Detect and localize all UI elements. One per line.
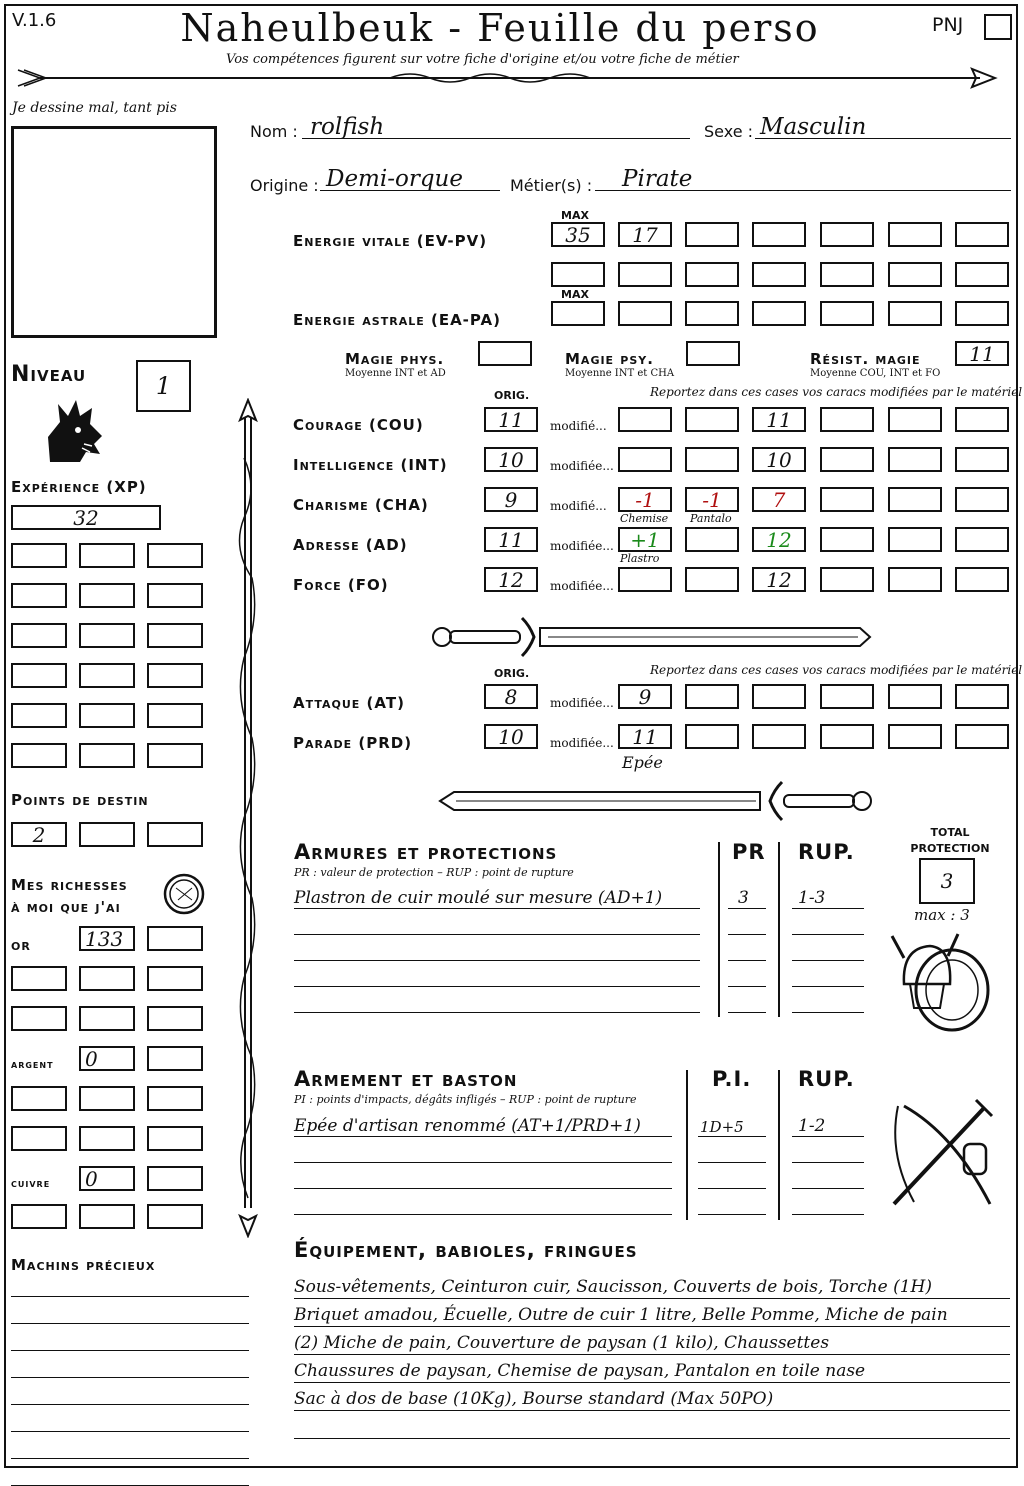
combat-mod-box[interactable] [685, 684, 739, 709]
money-box[interactable] [147, 926, 203, 951]
carac-mod-box[interactable]: -1 [618, 487, 672, 512]
weapon-note: Epée [622, 753, 663, 772]
weapon-line[interactable] [294, 1162, 672, 1163]
portrait-frame[interactable] [11, 126, 217, 338]
ev-box[interactable] [820, 222, 874, 247]
carac-mod-box[interactable] [955, 447, 1009, 472]
sexe-value[interactable]: Masculin [760, 114, 867, 140]
carac-mod-box[interactable] [618, 407, 672, 432]
sexe-label: Sexe : [704, 122, 754, 141]
xp-box[interactable] [147, 663, 203, 688]
carac-mod-label: modifiée... [550, 579, 614, 593]
combat-mod-box[interactable] [820, 684, 874, 709]
armure-rup-line[interactable] [792, 908, 864, 909]
subtitle: Vos compétences figurent sur votre fiche d'origine et/ou votre fiche de métier [226, 52, 739, 67]
weapon-line[interactable] [294, 1136, 672, 1137]
armement-divider-1 [686, 1070, 688, 1220]
ea-box[interactable] [820, 301, 874, 326]
combat-mod-box[interactable] [752, 724, 806, 749]
combat-mod-box[interactable] [888, 724, 942, 749]
destin-box-2[interactable] [79, 822, 135, 847]
weapon-line[interactable] [294, 1188, 672, 1189]
money-box[interactable] [11, 1006, 67, 1031]
pr-header: PR [732, 840, 766, 864]
carac-mod-label: modifié... [550, 419, 607, 433]
ev-box[interactable] [888, 222, 942, 247]
machins-line[interactable] [11, 1296, 249, 1297]
equipement-text: (2) Miche de pain, Couverture de paysan (1 kilo), Chaussettes [294, 1333, 830, 1353]
carac-orig-box[interactable]: 12 [484, 567, 538, 592]
page-title: Naheulbeuk - Feuille du perso [180, 6, 820, 50]
combat-orig-box[interactable]: 8 [484, 684, 538, 709]
carac-mod-box[interactable] [618, 567, 672, 592]
armement-divider-2 [778, 1070, 780, 1220]
carac-note: Reportez dans ces cases vos caracs modifiées par le matériel [650, 385, 1023, 399]
carac-mod-box[interactable]: -1 [685, 487, 739, 512]
armure-line[interactable] [294, 908, 700, 909]
equipement-line[interactable] [294, 1298, 1010, 1299]
carac-mod-label: modifiée... [550, 539, 614, 553]
carac-label: Charisme (CHA) [293, 496, 429, 514]
carac-label: Adresse (AD) [293, 536, 408, 554]
carac-mod-box[interactable] [685, 447, 739, 472]
combat-mod-box[interactable] [820, 724, 874, 749]
machins-line[interactable] [11, 1323, 249, 1324]
money-box[interactable] [11, 1086, 67, 1111]
dragon-icon [40, 392, 110, 466]
equipement-line[interactable] [294, 1438, 1010, 1439]
total-protection-max: max : 3 [914, 906, 970, 924]
xp-box[interactable] [147, 543, 203, 568]
combat-mod-label: modifiée... [550, 696, 614, 710]
ev-label: Energie vitale (EV-PV) [293, 232, 488, 250]
richesses-label-2: à moi que j'ai [11, 898, 121, 916]
niveau-label: Niveau [11, 362, 87, 387]
weapon-name: Epée d'artisan renommé (AT+1/PRD+1) [294, 1116, 641, 1136]
coin-icon [162, 872, 206, 916]
carac-orig-label: ORIG. [494, 389, 530, 402]
total-protection-label-1: TOTAL [930, 826, 970, 839]
carac-mod-box[interactable]: 10 [752, 447, 806, 472]
armement-note: PI : points d'impacts, dégâts infligés – RUP : point de rupture [294, 1093, 637, 1106]
combat-label: Attaque (AT) [293, 694, 405, 712]
money-box[interactable] [147, 966, 203, 991]
combat-mod-box[interactable] [752, 684, 806, 709]
ea-box[interactable] [955, 301, 1009, 326]
carac-mod-box[interactable] [685, 407, 739, 432]
money-box[interactable] [79, 966, 135, 991]
armement-title: Armement et baston [294, 1067, 518, 1091]
armures-divider-1 [718, 842, 720, 1017]
carac-mod-box[interactable] [820, 527, 874, 552]
carac-orig-box[interactable]: 11 [484, 407, 538, 432]
version-label: V.1.6 [12, 10, 57, 31]
weapon-rup-line[interactable] [792, 1162, 864, 1163]
ev-box[interactable] [752, 222, 806, 247]
money-box[interactable] [11, 966, 67, 991]
xp-box[interactable] [147, 583, 203, 608]
machins-line[interactable] [11, 1458, 249, 1459]
equipement-title: Équipement, babioles, fringues [294, 1238, 638, 1262]
armure-line[interactable] [294, 1012, 700, 1013]
sword-icon-2 [430, 780, 874, 822]
combat-orig-box[interactable]: 10 [484, 724, 538, 749]
armure-pr: 3 [738, 888, 749, 908]
equipement-line[interactable] [294, 1410, 1010, 1411]
carac-mod-box[interactable] [888, 567, 942, 592]
money-box[interactable] [79, 1086, 135, 1111]
richesses-label-1: Mes richesses [11, 876, 128, 894]
weapon-pi-line[interactable] [698, 1136, 766, 1137]
carac-mod-box[interactable]: 11 [752, 407, 806, 432]
ea-box[interactable] [551, 301, 605, 326]
carac-mod-box[interactable] [618, 447, 672, 472]
ea-box[interactable] [685, 301, 739, 326]
ea-box[interactable] [618, 301, 672, 326]
ea-max-label: MAX [561, 288, 589, 301]
armure-pr-line[interactable] [728, 960, 766, 961]
machins-label: Machins précieux [11, 1256, 156, 1274]
carac-mod-box[interactable]: +1 [618, 527, 672, 552]
magie-phys-note: Moyenne INT et AD [345, 368, 446, 379]
machins-line[interactable] [11, 1404, 249, 1405]
carac-mod-box[interactable] [820, 487, 874, 512]
combat-mod-box[interactable] [685, 724, 739, 749]
carac-mod-box[interactable]: 12 [752, 567, 806, 592]
armure-pr-line[interactable] [728, 934, 766, 935]
armure-rup-line[interactable] [792, 986, 864, 987]
combat-label: Parade (PRD) [293, 734, 413, 752]
weapon-rup-line[interactable] [792, 1136, 864, 1137]
ev-box[interactable] [618, 262, 672, 287]
armure-pr-line[interactable] [728, 986, 766, 987]
money-box[interactable] [79, 1126, 135, 1151]
ev-box[interactable] [888, 262, 942, 287]
armures-divider-2 [778, 842, 780, 1017]
arrow-divider-icon [10, 66, 1010, 90]
nom-label: Nom : [250, 122, 298, 141]
rup-header-armement: RUP. [798, 1067, 855, 1091]
carac-mod-box[interactable] [820, 407, 874, 432]
money-box[interactable]: 0 [79, 1046, 135, 1071]
staff-icon [230, 398, 266, 1238]
carac-orig-box[interactable]: 11 [484, 527, 538, 552]
equipement-text: Briquet amadou, Écuelle, Outre de cuir 1 litre, Belle Pomme, Miche de pain [294, 1305, 948, 1325]
ev-box[interactable] [685, 222, 739, 247]
money-box[interactable]: 0 [79, 1166, 135, 1191]
carac-mod-box[interactable] [888, 527, 942, 552]
carac-mod-box[interactable] [685, 527, 739, 552]
ev-box[interactable] [685, 262, 739, 287]
armures-title: Armures et protections [294, 840, 558, 864]
armure-pr-line[interactable] [728, 908, 766, 909]
ev-max-label: MAX [561, 209, 589, 222]
sword-icon [430, 616, 874, 658]
carac-mod-box[interactable] [820, 567, 874, 592]
equipement-text: Sous-vêtements, Ceinturon cuir, Saucisson, Couverts de bois, Torche (1H) [294, 1277, 932, 1297]
xp-box[interactable] [11, 623, 67, 648]
ea-box[interactable] [888, 301, 942, 326]
pnj-label: PNJ [932, 14, 964, 36]
money-box[interactable] [11, 1126, 67, 1151]
carac-mod-label: modifié... [550, 499, 607, 513]
niveau-box[interactable]: 1 [136, 360, 191, 412]
carac-item-note: Pantalo [690, 512, 732, 525]
armure-name: Plastron de cuir moulé sur mesure (AD+1) [294, 888, 663, 908]
money-box[interactable] [147, 1204, 203, 1229]
weapon-line[interactable] [294, 1214, 672, 1215]
ev-box[interactable]: 35 [551, 222, 605, 247]
weapons-icon [884, 1094, 1008, 1218]
carac-mod-box[interactable] [955, 407, 1009, 432]
carac-label: Courage (COU) [293, 416, 424, 434]
money-box[interactable] [11, 1204, 67, 1229]
or-label: or [11, 936, 31, 954]
carac-mod-label: modifiée... [550, 459, 614, 473]
combat-mod-box[interactable]: 9 [618, 684, 672, 709]
resist-magie-box[interactable]: 11 [955, 341, 1009, 366]
weapon-pi-line[interactable] [698, 1214, 766, 1215]
xp-box[interactable] [11, 703, 67, 728]
money-box[interactable] [147, 1006, 203, 1031]
combat-mod-box[interactable] [955, 724, 1009, 749]
carac-mod-box[interactable] [955, 527, 1009, 552]
money-box[interactable] [147, 1086, 203, 1111]
xp-box[interactable] [11, 543, 67, 568]
combat-mod-box[interactable] [955, 684, 1009, 709]
armure-line[interactable] [294, 986, 700, 987]
equipement-text: Chaussures de paysan, Chemise de paysan, Pantalon en toile nase [294, 1361, 866, 1381]
total-protection-label-2: PROTECTION [910, 842, 990, 855]
carac-item-note: Chemise [620, 512, 669, 525]
ev-box[interactable] [955, 262, 1009, 287]
armure-rup-line[interactable] [792, 960, 864, 961]
nom-value[interactable]: rolfish [310, 114, 385, 140]
weapon-pi: 1D+5 [700, 1118, 744, 1136]
armure-pr-line[interactable] [728, 1012, 766, 1013]
magie-psy-box[interactable] [686, 341, 740, 366]
combat-orig-label: ORIG. [494, 667, 530, 680]
armure-rup: 1-3 [798, 888, 826, 908]
weapon-rup-line[interactable] [792, 1214, 864, 1215]
carac-item-note: Plastro [620, 552, 660, 565]
xp-box[interactable] [79, 543, 135, 568]
carac-label: Force (FO) [293, 576, 389, 594]
rup-header-armures: RUP. [798, 840, 855, 864]
magie-phys-label: Magie phys. [345, 350, 445, 368]
xp-box[interactable] [79, 663, 135, 688]
armures-note: PR : valeur de protection – RUP : point de rupture [294, 866, 574, 879]
carac-mod-box[interactable]: 12 [752, 527, 806, 552]
origine-label: Origine : [250, 176, 319, 195]
machins-line[interactable] [11, 1350, 249, 1351]
money-box[interactable] [79, 1204, 135, 1229]
total-protection-box[interactable]: 3 [919, 858, 975, 904]
xp-box[interactable] [147, 623, 203, 648]
equipement-line[interactable] [294, 1354, 1010, 1355]
ev-box[interactable] [752, 262, 806, 287]
argent-label: argent [11, 1057, 54, 1071]
xp-box[interactable]: 32 [11, 505, 161, 530]
weapon-pi-line[interactable] [698, 1162, 766, 1163]
equipement-line[interactable] [294, 1326, 1010, 1327]
cuivre-label: cuivre [11, 1176, 51, 1190]
magie-phys-box[interactable] [478, 341, 532, 366]
magie-psy-note: Moyenne INT et CHA [565, 368, 675, 379]
armure-line[interactable] [294, 934, 700, 935]
xp-box[interactable] [147, 703, 203, 728]
carac-orig-box[interactable]: 9 [484, 487, 538, 512]
ev-box[interactable] [955, 222, 1009, 247]
armure-rup-line[interactable] [792, 934, 864, 935]
destin-box-3[interactable] [147, 822, 203, 847]
xp-box[interactable] [11, 583, 67, 608]
carac-label: Intelligence (INT) [293, 456, 448, 474]
xp-box[interactable] [79, 743, 135, 768]
equipement-line[interactable] [294, 1466, 1010, 1467]
money-box[interactable] [147, 1046, 203, 1071]
money-box[interactable] [147, 1126, 203, 1151]
xp-box[interactable] [79, 623, 135, 648]
resist-magie-note: Moyenne COU, INT et FO [810, 368, 941, 379]
xp-box[interactable] [11, 663, 67, 688]
carac-mod-box[interactable] [888, 487, 942, 512]
money-box[interactable]: 133 [79, 926, 135, 951]
carac-mod-box[interactable] [888, 447, 942, 472]
armure-line[interactable] [294, 960, 700, 961]
combat-mod-label: modifiée... [550, 736, 614, 750]
combat-mod-box[interactable]: 11 [618, 724, 672, 749]
metier-value[interactable]: Pirate [622, 166, 693, 192]
xp-box[interactable] [79, 583, 135, 608]
destin-box-1[interactable]: 2 [11, 822, 67, 847]
xp-box[interactable] [11, 743, 67, 768]
machins-line[interactable] [11, 1431, 249, 1432]
resist-magie-label: Résist. magie [810, 350, 921, 368]
equipement-line[interactable] [294, 1382, 1010, 1383]
ev-box[interactable] [820, 262, 874, 287]
ea-label: Energie astrale (EA-PA) [293, 311, 501, 329]
magie-psy-label: Magie psy. [565, 350, 654, 368]
helmet-shield-icon [890, 928, 1000, 1038]
money-box[interactable] [79, 1006, 135, 1031]
ea-box[interactable] [752, 301, 806, 326]
ev-box[interactable] [551, 262, 605, 287]
combat-note: Reportez dans ces cases vos caracs modifiées par le matériel [650, 663, 1023, 677]
weapon-rup-line[interactable] [792, 1188, 864, 1189]
armure-rup-line[interactable] [792, 1012, 864, 1013]
metier-label: Métier(s) : [510, 176, 593, 195]
pnj-checkbox[interactable] [984, 14, 1012, 40]
machins-line[interactable] [11, 1377, 249, 1378]
xp-label: Expérience (XP) [11, 478, 147, 496]
weapon-pi-line[interactable] [698, 1188, 766, 1189]
carac-mod-box[interactable] [955, 487, 1009, 512]
portrait-caption: Je dessine mal, tant pis [12, 100, 177, 116]
ev-box[interactable]: 17 [618, 222, 672, 247]
carac-mod-box[interactable] [955, 567, 1009, 592]
carac-mod-box[interactable] [685, 567, 739, 592]
xp-box[interactable] [79, 703, 135, 728]
money-box[interactable] [147, 1166, 203, 1191]
destin-label: Points de destin [11, 791, 149, 809]
origine-value[interactable]: Demi-orque [326, 166, 463, 192]
xp-box[interactable] [147, 743, 203, 768]
carac-mod-box[interactable] [820, 447, 874, 472]
carac-mod-box[interactable]: 7 [752, 487, 806, 512]
weapon-rup: 1-2 [798, 1116, 826, 1136]
carac-orig-box[interactable]: 10 [484, 447, 538, 472]
combat-mod-box[interactable] [888, 684, 942, 709]
carac-mod-box[interactable] [888, 407, 942, 432]
pi-header: P.I. [712, 1067, 752, 1091]
equipement-text: Sac à dos de base (10Kg), Bourse standard (Max 50PO) [294, 1389, 774, 1409]
